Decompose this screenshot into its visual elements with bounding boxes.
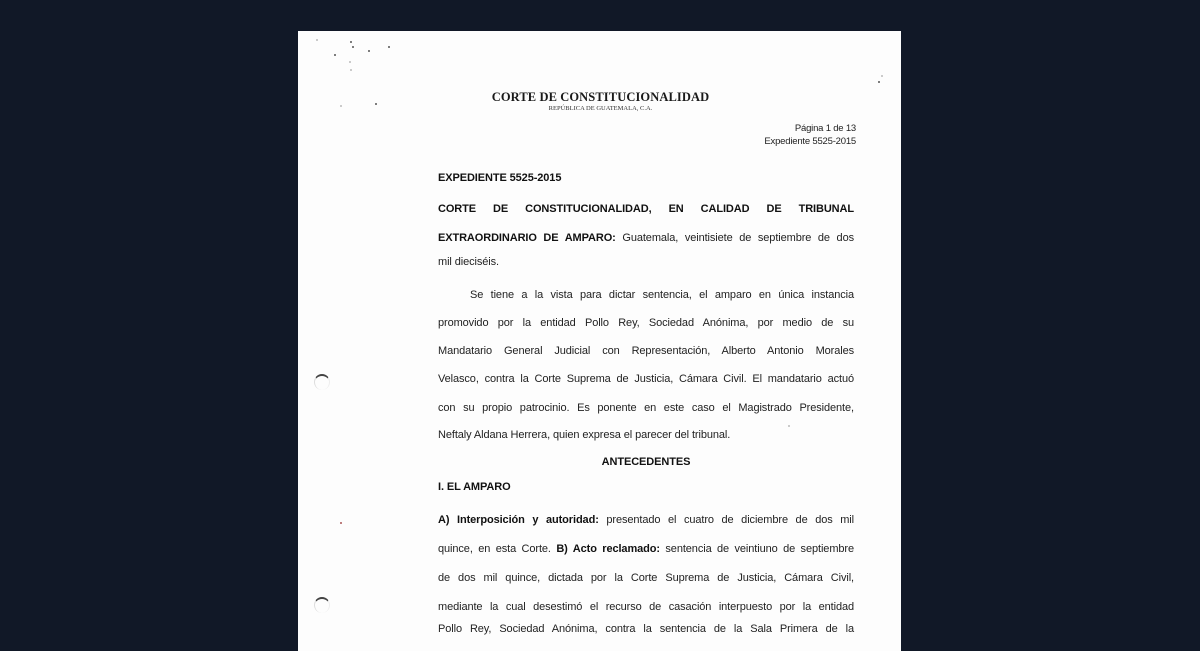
paragraph-1-line: Velasco, contra la Corte Suprema de Justicia, Cámara Civil. El mandatario actuó	[438, 373, 854, 385]
paragraph-2-line-cut: Pollo Rey, Sociedad Anónima, contra la sentencia de la Sala Primera de la	[438, 623, 854, 635]
scan-speckle	[349, 61, 351, 63]
court-subtitle: REPÚBLICA DE GUATEMALA, C.A.	[548, 105, 653, 112]
paragraph-1-line: Se tiene a la vista para dictar sentencia, el amparo en única instancia	[470, 289, 854, 301]
file-number: Expediente 5525-2015	[764, 136, 856, 147]
court-line-2	[438, 232, 854, 244]
court-line-2-rest: Guatemala, veintisiete de septiembre de dos	[615, 232, 854, 244]
scan-speckle	[340, 522, 342, 524]
scan-speckle	[350, 41, 352, 43]
scan-speckle	[316, 39, 318, 41]
court-line-2-bold: EXTRAORDINARIO DE AMPARO:	[438, 232, 616, 244]
court-line-3: mil dieciséis.	[438, 256, 499, 268]
punch-hole-mark	[314, 374, 330, 390]
court-title: CORTE DE CONSTITUCIONALIDAD	[491, 90, 710, 104]
paragraph-1-line: promovido por la entidad Pollo Rey, Sociedad Anónima, por medio de su	[438, 317, 854, 329]
paragraph-2-line	[438, 514, 854, 526]
paragraph-2-line: de dos mil quince, dictada por la Corte Suprema de Justicia, Cámara Civil,	[438, 572, 854, 584]
court-line-1: CORTE DE CONSTITUCIONALIDAD, EN CALIDAD DE TRIBUNAL	[438, 203, 854, 215]
paragraph-2-line	[438, 543, 854, 555]
paragraph-2-line: mediante la cual desestimó el recurso de casación interpuesto por la entidad	[438, 601, 854, 613]
file-heading: EXPEDIENTE 5525-2015	[438, 172, 562, 184]
paragraph-1-line: con su propio patrocinio. Es ponente en este caso el Magistrado Presidente,	[438, 402, 854, 414]
act-claimed-label: B) Acto reclamado:	[556, 543, 660, 555]
scan-speckle	[334, 54, 336, 56]
paragraph-2-text: sentencia de veintiuno de septiembre	[659, 543, 854, 555]
paragraph-2-text: quince, en esta Corte.	[438, 543, 557, 555]
scan-speckle	[350, 69, 352, 71]
page-number: Página 1 de 13	[794, 123, 856, 134]
page-meta	[764, 122, 856, 148]
punch-hole-mark	[314, 597, 330, 613]
scan-speckle	[881, 75, 883, 77]
paragraph-1-line: Neftaly Aldana Herrera, quien expresa el parecer del tribunal.	[438, 429, 731, 441]
scan-speckle	[878, 81, 880, 83]
scan-speckle	[368, 50, 370, 52]
scan-speckle	[352, 46, 354, 48]
paragraph-2-text: presentado el cuatro de diciembre de dos mil	[598, 514, 854, 526]
interposition-label: A) Interposición y autoridad:	[438, 514, 599, 526]
subsection-heading: I. EL AMPARO	[438, 481, 511, 493]
paragraph-1-line: Mandatario General Judicial con Representación, Alberto Antonio Morales	[438, 345, 854, 357]
scan-speckle	[388, 46, 390, 48]
scan-speckle	[788, 425, 790, 427]
section-heading: ANTECEDENTES	[601, 456, 691, 468]
document-page	[298, 31, 901, 651]
